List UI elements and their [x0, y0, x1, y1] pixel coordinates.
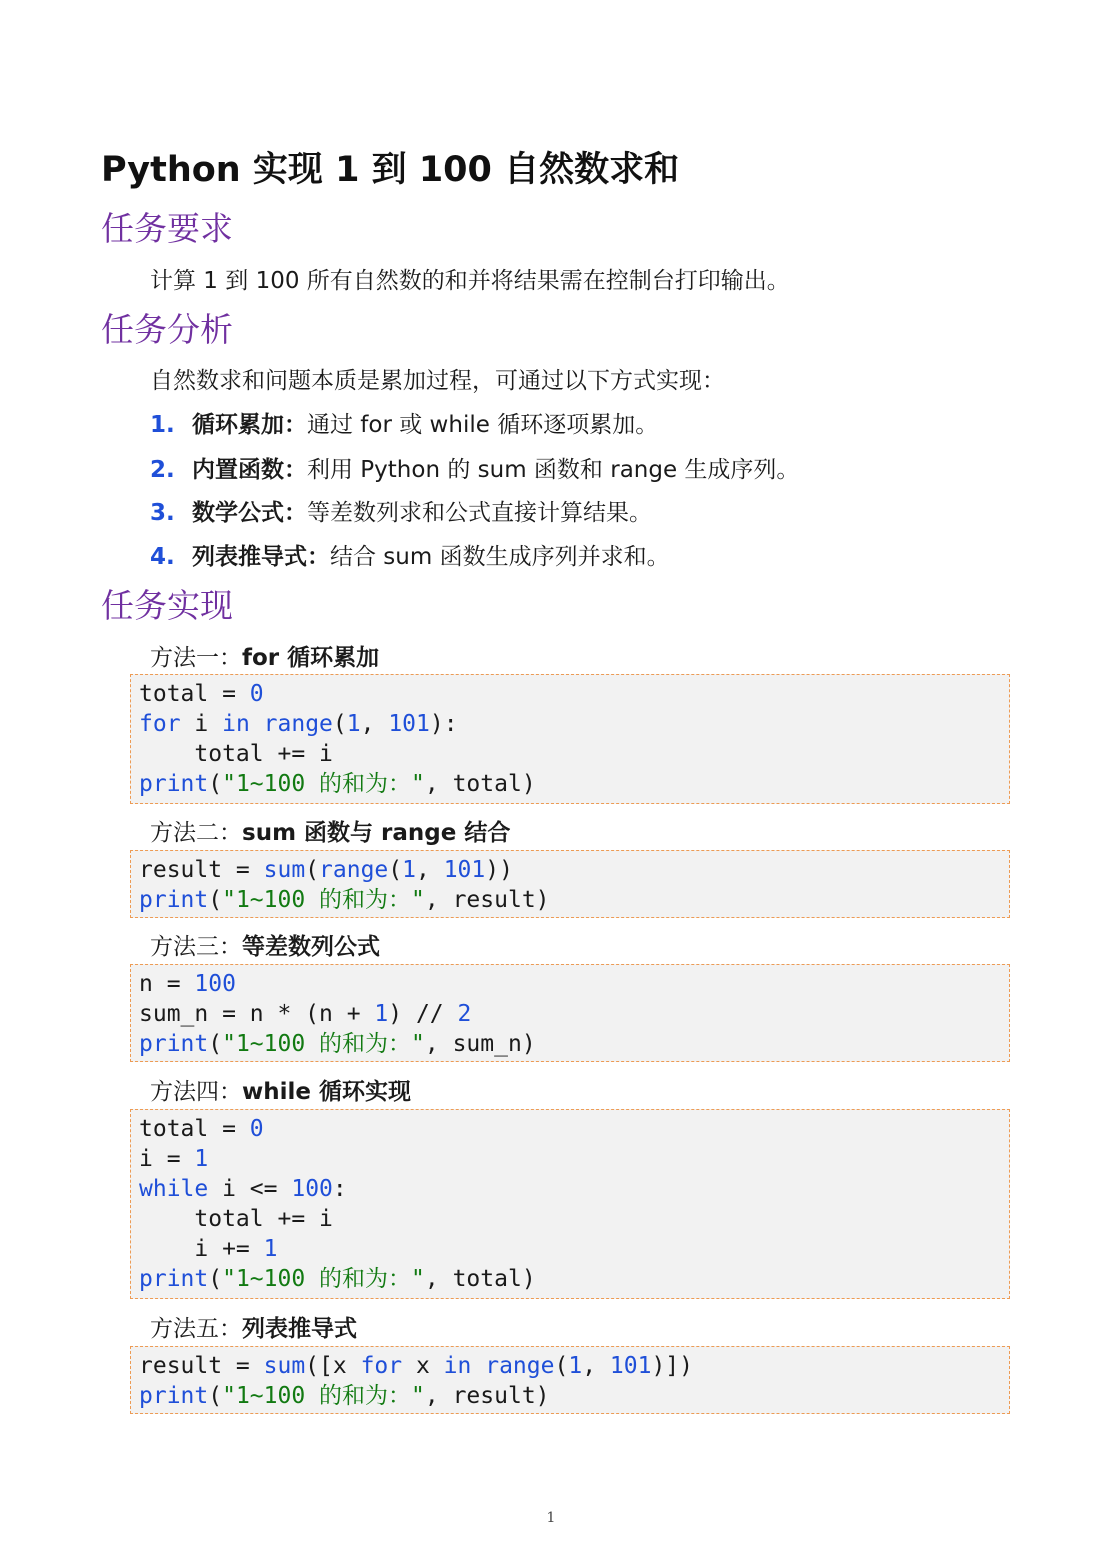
list-number: 4. — [150, 544, 175, 570]
list-term: 数学公式： — [192, 500, 307, 526]
code-line: n = 100 — [139, 971, 236, 997]
code-line: print("1~100 的和为：", result) — [139, 887, 550, 913]
list-item — [150, 538, 670, 571]
method-label-en: for — [242, 645, 280, 671]
code-line: total = 0 — [139, 681, 264, 707]
method-1-label — [150, 639, 379, 672]
list-term: 内置函数： — [192, 457, 307, 483]
method-label-en: sum — [242, 820, 297, 846]
analysis-intro: 自然数求和问题本质是累加过程，可通过以下方式实现： — [150, 368, 725, 394]
method-label-prefix: 方法一： — [150, 645, 242, 671]
code-line: i = 1 — [139, 1146, 209, 1172]
code-line: for i in range(1, 101): — [139, 711, 458, 737]
method-label-suffix: 循环累加 — [279, 645, 380, 671]
list-desc: 通过 for 或 while 循环逐项累加。 — [307, 412, 659, 438]
list-term: 列表推导式： — [192, 544, 330, 570]
code-line: print("1~100 的和为：", total) — [139, 1266, 536, 1292]
method-label-suffix: 结合 — [456, 820, 511, 846]
method-label-mid: 函数与 — [296, 820, 382, 846]
code-line: result = sum([x for x in range(1, 101)]) — [139, 1353, 693, 1379]
method-label-prefix: 方法二： — [150, 820, 242, 846]
method-label-prefix: 方法五： — [150, 1316, 242, 1342]
list-desc: 结合 sum 函数生成序列并求和。 — [330, 544, 670, 570]
method-label-suffix: 循环实现 — [311, 1079, 412, 1105]
list-term: 循环累加： — [192, 412, 307, 438]
code-block-method-2 — [130, 850, 1010, 918]
list-item — [150, 451, 799, 484]
code-line: print("1~100 的和为：", result) — [139, 1383, 550, 1409]
method-label-en2: range — [381, 820, 457, 846]
document-title: Python 实现 1 到 100 自然数求和 — [101, 150, 680, 190]
method-3-label — [150, 928, 380, 961]
section-heading-analysis: 任务分析 — [101, 310, 233, 349]
method-4-label — [150, 1073, 411, 1106]
code-line: total += i — [139, 1206, 333, 1232]
list-number: 3. — [150, 500, 175, 526]
code-line: total += i — [139, 741, 333, 767]
code-line: while i <= 100: — [139, 1176, 347, 1202]
code-line: print("1~100 的和为：", total) — [139, 771, 536, 797]
list-desc: 等差数列求和公式直接计算结果。 — [307, 500, 652, 526]
list-item — [150, 494, 652, 527]
list-number: 1. — [150, 412, 175, 438]
method-label-suffix: 列表推导式 — [242, 1316, 357, 1342]
code-block-method-3 — [130, 964, 1010, 1062]
method-5-label — [150, 1310, 357, 1343]
method-2-label — [150, 814, 510, 847]
page-number: 1 — [546, 1510, 556, 1526]
code-line: i += 1 — [139, 1236, 278, 1262]
list-item — [150, 406, 658, 439]
code-block-method-4 — [130, 1109, 1010, 1299]
method-label-suffix: 等差数列公式 — [242, 934, 380, 960]
requirements-text: 计算 1 到 100 所有自然数的和并将结果需在控制台打印输出。 — [150, 268, 790, 294]
list-desc: 利用 Python 的 sum 函数和 range 生成序列。 — [307, 457, 800, 483]
code-line: result = sum(range(1, 101)) — [139, 857, 513, 883]
code-line: total = 0 — [139, 1116, 264, 1142]
code-line: sum_n = n * (n + 1) // 2 — [139, 1001, 472, 1027]
code-block-method-1 — [130, 674, 1010, 804]
code-block-method-5 — [130, 1346, 1010, 1414]
section-heading-implementation: 任务实现 — [101, 586, 233, 625]
list-number: 2. — [150, 457, 175, 483]
code-line: print("1~100 的和为：", sum_n) — [139, 1031, 536, 1057]
section-heading-requirements: 任务要求 — [101, 209, 233, 248]
method-label-en: while — [242, 1079, 311, 1105]
method-label-prefix: 方法三： — [150, 934, 242, 960]
method-label-prefix: 方法四： — [150, 1079, 242, 1105]
